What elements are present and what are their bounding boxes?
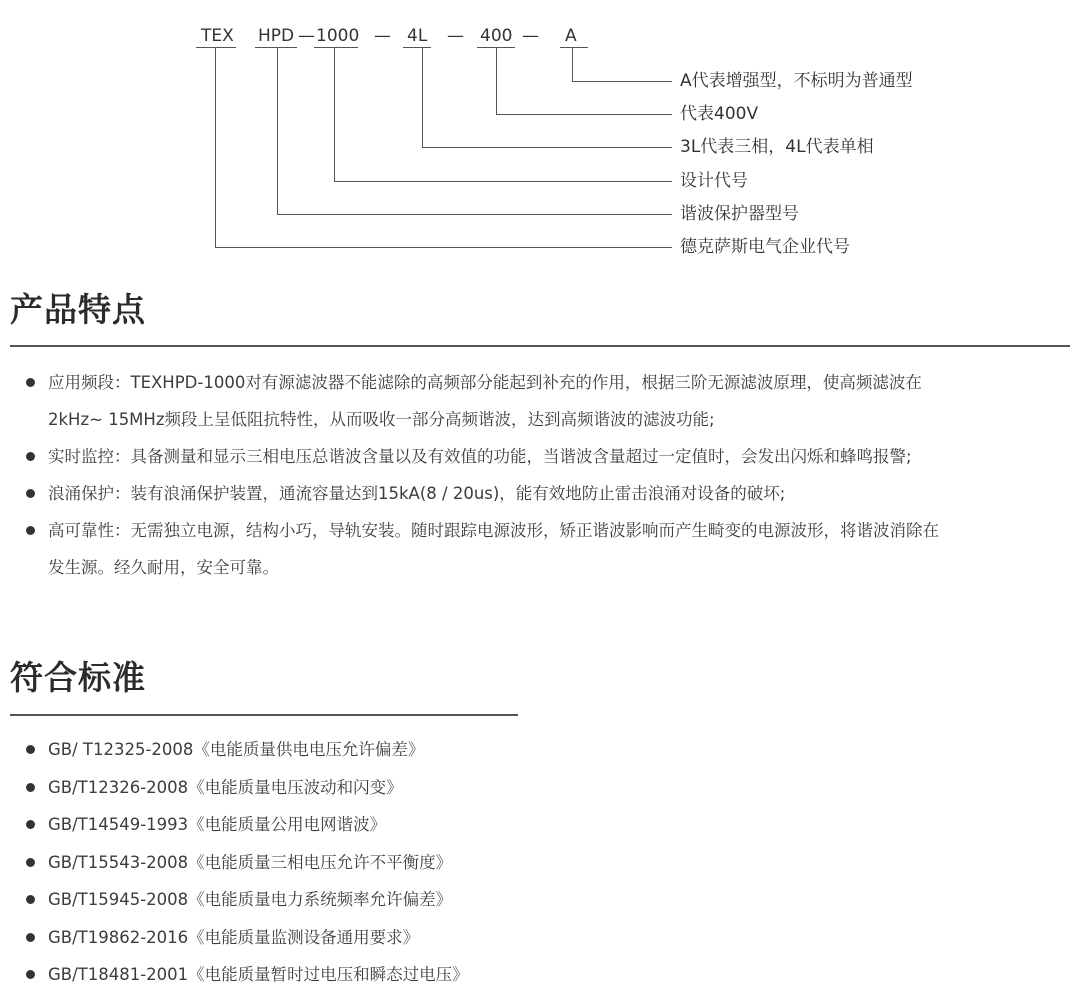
standard-text: GB/T18481-2001《电能质量暂时过电压和瞬态过电压》 — [48, 965, 469, 984]
underline — [403, 47, 431, 48]
connector-line — [334, 181, 672, 182]
standard-text: GB/T15945-2008《电能质量电力系统频率允许偏差》 — [48, 890, 453, 909]
feature-text: 应用频段：TEXHPD-1000对有源滤波器不能滤除的高频部分能起到补充的作用，根据三阶无源滤波原理，使高频滤波在 — [48, 373, 922, 392]
list-item — [24, 731, 624, 769]
legend-design-code: 设计代号 — [680, 171, 748, 191]
bullet-icon — [26, 489, 35, 498]
bullet-icon — [26, 452, 35, 461]
underline — [314, 47, 358, 48]
underline — [196, 47, 236, 48]
features-title: 产品特点 — [10, 290, 146, 329]
connector-line — [496, 114, 672, 115]
standard-text: GB/T15543-2008《电能质量三相电压允许不平衡度》 — [48, 852, 453, 872]
connector-line — [496, 47, 497, 114]
standards-title: 符合标准 — [10, 658, 146, 697]
code-separator: — — [522, 26, 539, 46]
code-part-400: 400 — [480, 26, 513, 46]
legend-model: 谐波保护器型号 — [680, 204, 799, 224]
connector-line — [422, 147, 672, 148]
connector-line — [334, 47, 335, 181]
bullet-icon — [26, 526, 35, 535]
list-item — [24, 475, 1074, 512]
bullet-icon — [26, 970, 35, 979]
standard-text: GB/T14549-1993《电能质量公用电网谐波》 — [48, 815, 387, 834]
standards-list — [24, 731, 624, 994]
bullet-icon — [26, 783, 35, 792]
bullet-icon — [26, 378, 35, 387]
standard-text: GB/T19862-2016《电能质量监测设备通用要求》 — [48, 927, 420, 947]
connector-line — [215, 247, 672, 248]
code-part-4l: 4L — [407, 26, 428, 46]
bullet-icon — [26, 858, 35, 867]
underline — [560, 47, 588, 48]
standards-divider — [10, 714, 518, 716]
bullet-icon — [26, 820, 35, 829]
list-item — [24, 919, 624, 957]
list-item — [24, 512, 1074, 586]
bullet-icon — [26, 745, 35, 754]
code-part-hpd: HPD — [258, 26, 295, 46]
legend-company-code: 德克萨斯电气企业代号 — [680, 237, 850, 257]
list-item — [24, 364, 1074, 438]
list-item — [24, 881, 624, 919]
bullet-icon — [26, 933, 35, 942]
code-separator: — — [374, 26, 391, 46]
feature-text: 发生源。经久耐用，安全可靠。 — [48, 558, 279, 577]
connector-line — [277, 47, 278, 214]
legend-enhanced: A代表增强型，不标明为普通型 — [680, 71, 913, 91]
code-separator: — — [298, 26, 315, 46]
underline — [255, 47, 297, 48]
list-item — [24, 806, 624, 844]
standard-text: GB/ T12325-2008《电能质量供电电压允许偏差》 — [48, 740, 425, 759]
code-part-a: A — [565, 26, 577, 46]
connector-line — [277, 214, 672, 215]
connector-line — [572, 47, 573, 82]
legend-phase: 3L代表三相，4L代表单相 — [680, 137, 874, 157]
code-part-tex: TEX — [201, 26, 234, 46]
feature-text: 高可靠性：无需独立电源，结构小巧，导轨安装。随时跟踪电源波形，矫正谐波影响而产生畸变的电源波形，将谐波消除在 — [48, 521, 939, 540]
bullet-icon — [26, 895, 35, 904]
feature-text: 实时监控：具备测量和显示三相电压总谐波含量以及有效值的功能，当谐波含量超过一定值时，会发出闪烁和蜂鸣报警; — [48, 447, 912, 466]
list-item — [24, 956, 624, 994]
list-item — [24, 844, 624, 882]
connector-line — [572, 81, 672, 82]
feature-text: 浪涌保护：装有浪涌保护装置，通流容量达到15kA(8 / 20us)，能有效地防止雷击浪涌对设备的破坏; — [48, 484, 786, 503]
list-item — [24, 769, 624, 807]
legend-voltage: 代表400V — [680, 104, 759, 124]
connector-line — [215, 47, 216, 247]
features-list — [24, 364, 1074, 586]
standard-text: GB/T12326-2008《电能质量电压波动和闪变》 — [48, 777, 403, 797]
code-separator: — — [447, 26, 464, 46]
connector-line — [422, 47, 423, 148]
model-code-diagram — [0, 0, 1080, 270]
code-part-1000: 1000 — [316, 26, 360, 46]
feature-text: 2kHz~ 15MHz频段上呈低阻抗特性，从而吸收一部分高频谐波，达到高频谐波的滤波功能; — [48, 410, 715, 429]
features-divider — [10, 345, 1070, 347]
list-item — [24, 438, 1074, 475]
